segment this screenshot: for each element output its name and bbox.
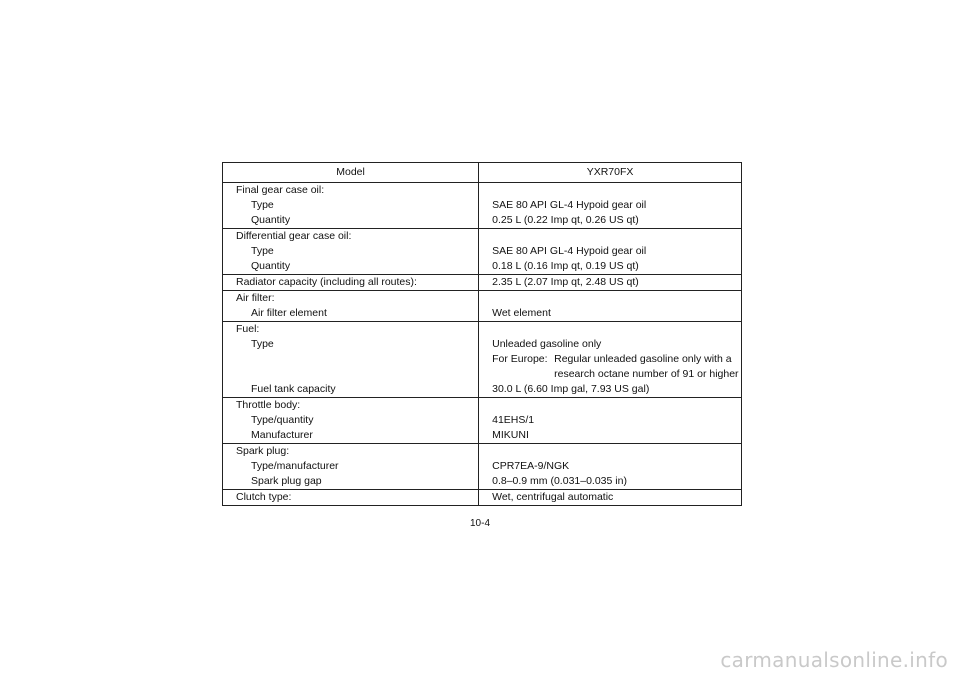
- clutch-row: [223, 490, 742, 506]
- throttle-type-label: Type/quantity: [251, 414, 314, 426]
- final-gear-type-value: SAE 80 API GL-4 Hypoid gear oil: [492, 199, 647, 211]
- throttle-title: Throttle body:: [236, 399, 301, 411]
- differential-quantity-value: 0.18 L (0.16 Imp qt, 0.19 US qt): [492, 260, 639, 272]
- fuel-europe-value-1: Regular unleaded gasoline only with a: [554, 353, 732, 365]
- watermark: carmanualsonline.info: [720, 648, 948, 672]
- air-filter-element-value: Wet element: [492, 307, 551, 319]
- radiator-row: [223, 275, 742, 291]
- fuel-type-label: Type: [251, 338, 274, 350]
- final-gear-quantity-label: Quantity: [251, 214, 291, 226]
- page-number: 10-4: [469, 518, 490, 529]
- differential-title: Differential gear case oil:: [236, 230, 352, 242]
- differential-quantity-label: Quantity: [251, 260, 291, 272]
- final-gear-row: [223, 183, 742, 229]
- model-value: YXR70FX: [479, 163, 742, 183]
- throttle-row: [223, 398, 742, 444]
- header-row: [223, 163, 742, 183]
- air-filter-element-label: Air filter element: [251, 307, 327, 319]
- final-gear-title: Final gear case oil:: [236, 184, 325, 196]
- spark-plug-type-label: Type/manufacturer: [251, 460, 339, 472]
- air-filter-title: Air filter:: [236, 292, 275, 304]
- model-label: Model: [223, 163, 479, 183]
- fuel-tank-label: Fuel tank capacity: [251, 383, 336, 395]
- differential-type-value: SAE 80 API GL-4 Hypoid gear oil: [492, 245, 647, 257]
- clutch-label: Clutch type:: [236, 491, 292, 503]
- throttle-manufacturer-label: Manufacturer: [251, 429, 313, 441]
- differential-type-label: Type: [251, 245, 274, 257]
- spark-plug-gap-value: 0.8–0.9 mm (0.031–0.035 in): [492, 475, 627, 487]
- air-filter-row: [223, 291, 742, 322]
- spec-table: [222, 162, 742, 506]
- final-gear-type-label: Type: [251, 199, 274, 211]
- spark-plug-title: Spark plug:: [236, 445, 290, 457]
- spark-plug-row: [223, 444, 742, 490]
- fuel-europe-value-2: research octane number of 91 or higher: [554, 368, 739, 380]
- spark-plug-type-value: CPR7EA-9/NGK: [492, 460, 570, 472]
- fuel-europe-label: For Europe:: [492, 353, 548, 365]
- radiator-value: 2.35 L (2.07 Imp qt, 2.48 US qt): [492, 276, 639, 288]
- fuel-tank-value: 30.0 L (6.60 Imp gal, 7.93 US gal): [492, 383, 650, 395]
- throttle-manufacturer-value: MIKUNI: [492, 429, 529, 441]
- fuel-row: [223, 322, 742, 398]
- spark-plug-gap-label: Spark plug gap: [251, 475, 322, 487]
- fuel-type-value: Unleaded gasoline only: [492, 338, 602, 350]
- throttle-type-value: 41EHS/1: [492, 414, 535, 426]
- final-gear-quantity-value: 0.25 L (0.22 Imp qt, 0.26 US qt): [492, 214, 639, 226]
- differential-row: [223, 229, 742, 275]
- clutch-value: Wet, centrifugal automatic: [492, 491, 614, 503]
- fuel-title: Fuel:: [236, 323, 260, 335]
- radiator-label: Radiator capacity (including all routes):: [236, 276, 417, 288]
